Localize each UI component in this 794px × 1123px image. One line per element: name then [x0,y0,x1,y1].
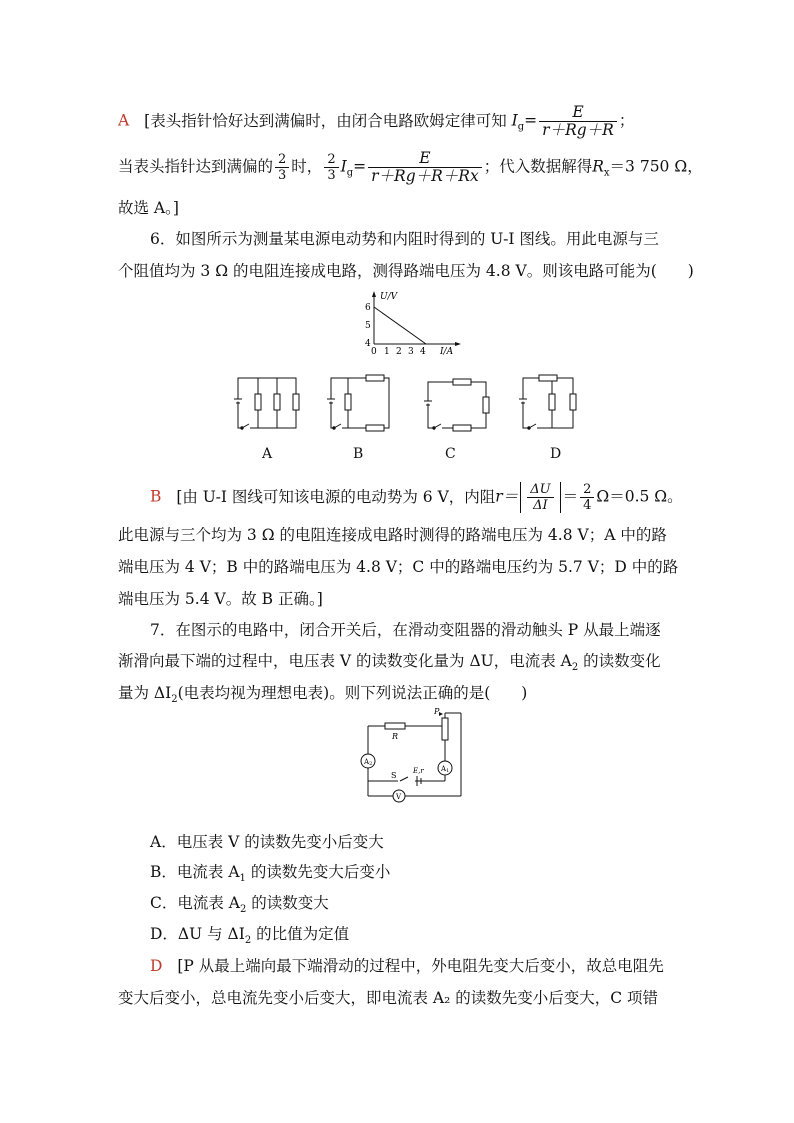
ig-symbol: I [511,111,518,130]
frac-num: 2 [275,152,289,168]
di: ΔI [533,498,548,513]
slider-contact [439,712,443,716]
q6-answer-line2: 此电源与三个均为 3 Ω 的电阻连接成电路时测得的路端电压为 4.8 V；A 中的路 [118,526,667,544]
q7-question-line3 [118,683,678,710]
fraction-two-thirds [275,152,289,183]
q7-line2-b: 的读数变化 [578,652,661,670]
q6-circuits [228,372,578,434]
fraction-1-den: r＋Rg＋R [542,121,614,139]
semicolon: ； [618,111,635,130]
xtick-2: 2 [396,347,402,357]
q5-answer-letter: A [118,111,130,130]
q7-option-b-sub: 1 [239,873,246,884]
q7-option-b-rest: 的读数先变大后变小 [245,863,391,881]
q7-answer-line1 [150,956,710,976]
q5-answer-text: [表头指针恰好达到满偏时，由闭合电路欧姆定律可知 [144,111,507,130]
xtick-4: 4 [420,347,426,357]
r-eq: r＝ [495,487,519,506]
q7-option-c-text: C．电流表 A [150,894,240,912]
option-label-a: A [262,446,273,462]
ig-sub-2: g [346,167,354,179]
rx-sub: x [603,167,610,179]
q5-answer-line3: 故选 A。] [118,199,179,217]
q7-answer-letter: D [150,957,163,975]
ytick-5: 5 [365,321,371,331]
option-label-d: D [550,446,562,462]
q7-option-c [150,893,710,920]
q7-option-a-text: A．电压表 V 的读数先变小后变大 [150,833,384,851]
q7-answer-line2: 变大后变小，总电流先变小后变大，即电流表 A₂ 的读数先变小后变大，C 项错 [118,989,659,1007]
q7-option-d-text: D．ΔU 与 ΔI [150,925,245,943]
circuit-a [233,378,299,429]
q7-answer-text1: [P 从最上端向最下端滑动的过程中，外电阻先变大后变小，故总电阻先 [177,957,664,975]
rx-symbol: R [592,157,604,176]
q7-question-line2 [118,651,678,678]
q7-option-b [150,862,710,889]
q7-line3-b: (电表均视为理想电表)。则下列说法正确的是( ) [177,684,528,702]
ui-graph [356,288,466,358]
q7-line3-a: 量为 ΔI [118,684,172,702]
ytick-6: 6 [365,303,371,313]
ig-sub: g [517,121,525,133]
eq-sign: = [524,111,538,130]
two-num: 2 [580,482,594,498]
q5-line2-a: 当表头指针达到满偏的 [118,157,274,176]
q7-line3-sub: 2 [171,694,178,705]
x-axis-arrow [455,342,461,346]
ytick-4: 4 [365,339,371,349]
q6-answer-text1: [由 U-I 图线可知该电源的电动势为 6 V，内阻 [176,487,496,506]
q6-eq: ＝ [562,487,579,506]
two-fourths [580,482,594,513]
q7-option-d-sub: 2 [244,935,252,946]
q6-answer-line1 [150,482,710,513]
q7-option-d-rest: 的比值为定值 [251,925,350,943]
q7-option-c-rest: 的读数变大 [246,894,329,912]
xtick-0: 0 [371,347,377,357]
fraction-2-num: E [368,150,482,168]
rheostat [442,718,448,740]
q6-answer-letter: B [150,487,162,506]
resistor-r [385,723,405,729]
option-label-c: C [445,446,456,462]
ig-symbol-2: I [340,157,347,176]
circuit-c [423,379,489,431]
label-v: V [396,793,402,801]
q7-option-b-text: B．电流表 A [150,863,240,881]
q7-option-d [150,924,710,951]
label-a1-letter: A [441,765,447,773]
circuit-d [518,375,576,429]
label-a2-sub: 2 [369,761,373,767]
frac-den-2: 3 [327,168,336,183]
fraction-1 [539,104,617,139]
abs-value [520,482,560,513]
q7-circuit [355,708,470,814]
fraction-2 [368,150,482,185]
q5-line2-b: 时， [291,157,323,176]
label-r: R [392,732,399,741]
q7-option-c-sub: 2 [239,904,247,915]
label-a2-letter: A [364,758,370,766]
label-a1-sub: 1 [446,768,450,774]
four-den: 4 [583,498,592,513]
label-er: E,r [413,767,424,775]
q6-result: Ω＝0.5 Ω。 [596,487,683,506]
q6-question-line2: 个阻值均为 3 Ω 的电阻连接成电路，测得路端电压为 4.8 V。则该电路可能为( ) [118,262,694,280]
q7-line2-a: 渐滑向最下端的过程中，电压表 V 的读数变化量为 ΔU，电流表 A [118,652,572,670]
du: ΔU [527,482,553,498]
q7-question-line1: 7．在图示的电路中，闭合开关后，在滑动变阻器的滑动触头 P 从最上端逐 [150,621,661,639]
frac-den: 3 [278,168,287,183]
q7-option-a [150,832,710,859]
frac-num-2: 2 [324,152,338,168]
du-di-fraction [527,482,553,513]
q6-question-line1: 6．如图所示为测量某电源电动势和内阻时得到的 U-I 图线。用此电源与三 [150,230,659,248]
y-axis-arrow [372,291,376,297]
xtick-1: 1 [384,347,390,357]
graph-ylabel: U/V [380,292,398,302]
fraction-two-thirds-2 [324,152,338,183]
q7-line2-sub: 2 [571,662,579,673]
fraction-2-den: r＋Rg＋R＋Rx [371,167,479,185]
xtick-3: 3 [408,347,414,357]
q5-line2-c: ；代入数据解得 [483,157,593,176]
q6-answer-line4: 端电压为 5.4 V。故 B 正确。] [118,590,323,608]
fraction-1-num: E [539,104,617,122]
graph-xlabel: I/A [440,347,454,357]
q5-line2-d: ＝3 750 Ω， [609,157,703,176]
ui-data-line [374,307,426,344]
label-s: S [391,771,397,780]
eq-sign-2: = [353,157,367,176]
circuit-b [326,375,389,431]
option-label-b: B [353,446,364,462]
q5-answer-line2 [118,149,703,185]
label-p: P [434,708,440,716]
q6-answer-line3: 端电压为 4 V；B 中的路端电压为 4.8 V；C 中的路端电压约为 5.7 V；D 中的路 [118,558,679,576]
q5-answer-line1 [118,104,678,139]
